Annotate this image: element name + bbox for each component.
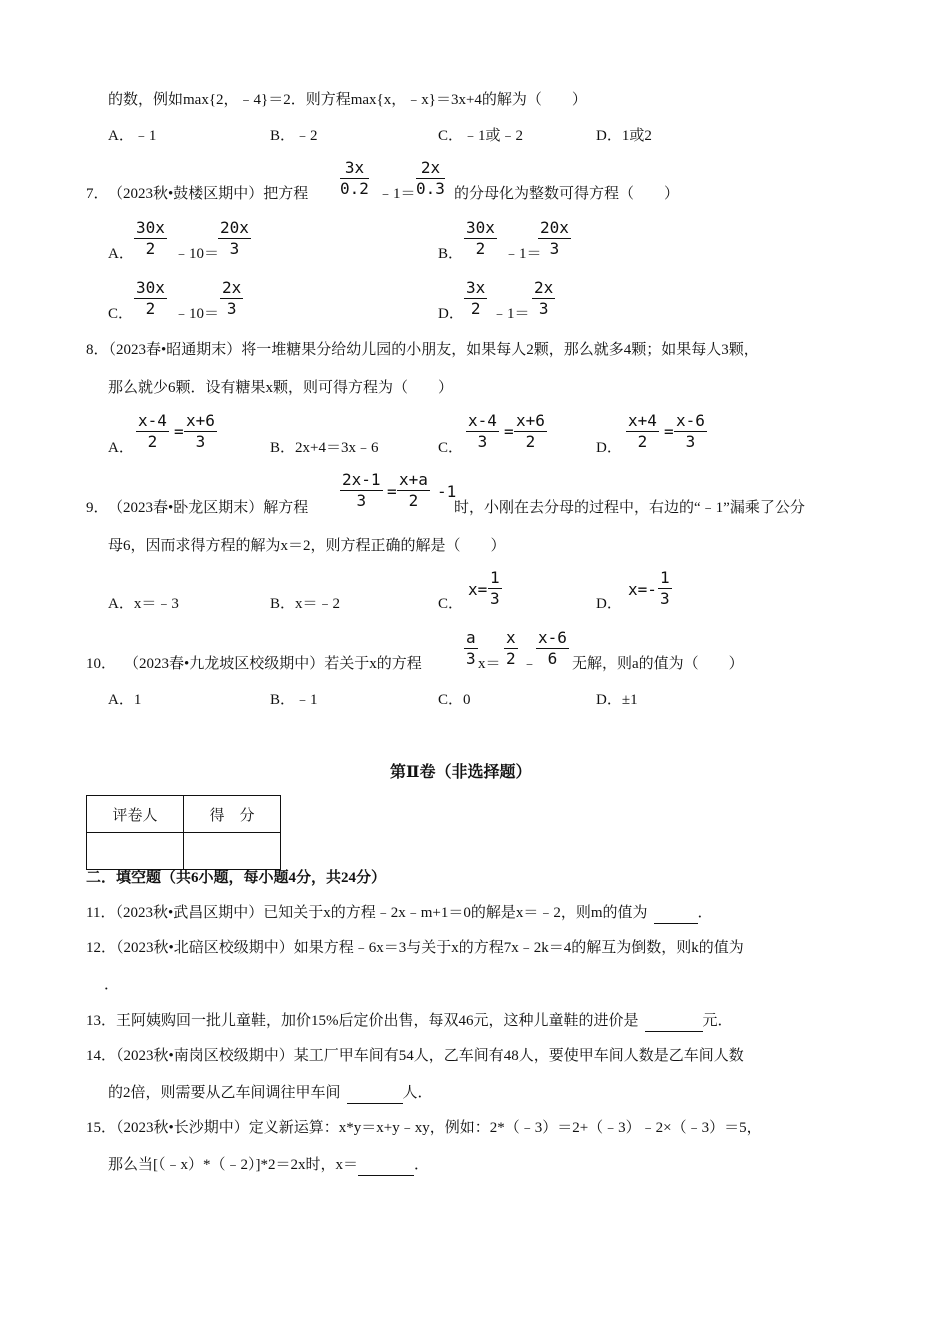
q8-d-eq: =	[664, 422, 674, 441]
q15-end: ．	[414, 1157, 430, 1173]
q9-option-b[interactable]: B．x＝﹣2	[270, 596, 341, 612]
q8-d-label: D．	[596, 440, 622, 456]
section-title: 第Ⅱ卷（非选择题）	[390, 764, 532, 781]
grader-cell[interactable]	[87, 833, 184, 870]
q15-stem-line1: 15．（2023秋•长沙期中）定义新运算：x*y＝x+y﹣xy，例如：2*（﹣3）＝2+（﹣3）﹣2×（﹣3）＝5，	[86, 1120, 762, 1136]
q8-c-frac-2: $\frac{x+6}{2}$	[516, 411, 545, 451]
q11-stem	[86, 903, 713, 924]
q7-d-mid: ﹣1＝	[492, 306, 530, 322]
q7-b-mid: ﹣1＝	[504, 246, 542, 262]
q9-eq: =	[387, 482, 397, 501]
q6-option-a[interactable]: A．﹣1	[108, 128, 157, 144]
score-cell[interactable]	[184, 833, 281, 870]
q9-c-label: C．	[438, 596, 464, 612]
q10-fraction-a: $\frac{a}{3}$	[466, 628, 476, 668]
q11-text: 11．（2023秋•武昌区期中）已知关于x的方程﹣2x﹣m+1＝0的解是x＝﹣2，则m的值为	[86, 905, 648, 921]
q14-stem-line1: 14．（2023秋•南岗区校级期中）某工厂甲车间有54人，乙车间有48人，要使甲车间人数是乙车间人数	[86, 1048, 744, 1064]
q9-fraction-2: $\frac{x+a}{2}$	[399, 470, 428, 510]
q10-option-d[interactable]: D．±1	[596, 692, 638, 708]
score-table	[86, 795, 281, 870]
q10-minus: ﹣	[522, 656, 538, 672]
q7-c-frac-2: $\frac{2x}{3}$	[222, 278, 242, 318]
q9-c-x: x=	[468, 580, 488, 599]
q9-minus-one: -1	[437, 482, 457, 501]
q7-a-label: A．	[108, 246, 134, 262]
q8-stem-line2: 那么就少6颗．设有糖果x颗，则可得方程为（ ）	[108, 380, 454, 396]
q10-option-b[interactable]: B．﹣1	[270, 692, 318, 708]
q13-answer-blank[interactable]	[645, 1011, 703, 1032]
q7-source: （2023秋•鼓楼区期中）把方程	[108, 186, 309, 202]
q7-d-frac-1: $\frac{3x}{2}$	[466, 278, 486, 318]
q8-c-eq: =	[504, 422, 514, 441]
q10-source: （2023春•九龙坡区校级期中）若关于x的方程	[124, 656, 422, 672]
q14-answer-blank[interactable]	[347, 1083, 403, 1104]
q6-stem: 的数，例如max{2，﹣4}＝2．则方程max{x，﹣x}＝3x+4的解为（ ）	[108, 92, 587, 108]
q11-end: ．	[697, 905, 713, 921]
q9-d-frac: $\frac{1}{3}$	[660, 568, 670, 608]
q9-tail: 时，小刚在去分母的过程中，右边的“﹣1”漏乘了公分	[454, 500, 805, 516]
q9-d-x: x=-	[628, 580, 657, 599]
q8-d-frac-2: $\frac{x-6}{3}$	[676, 411, 705, 451]
q7-a-frac-2: $\frac{20x}{3}$	[220, 218, 249, 258]
q10-x-eq: x＝	[478, 656, 501, 672]
fill-blank-heading: 二．填空题（共6小题，每小题4分，共24分）	[86, 870, 387, 886]
q13-stem	[86, 1011, 733, 1032]
q7-c-mid: ﹣10＝	[174, 306, 220, 322]
q7-tail: 的分母化为整数可得方程（ ）	[454, 186, 680, 202]
q8-a-label: A．	[108, 440, 134, 456]
table-header-grader: 评卷人	[87, 796, 184, 833]
q6-option-d[interactable]: D．1或2	[596, 128, 652, 144]
q8-a-frac-1: $\frac{x-4}{2}$	[138, 411, 167, 451]
q7-mid: ﹣1＝	[378, 186, 416, 202]
q7-fraction-1: $\frac{3x}{0.2}$	[340, 158, 369, 198]
q15-answer-blank[interactable]	[358, 1155, 414, 1176]
q9-c-frac: $\frac{1}{3}$	[490, 568, 500, 608]
q15-text: 那么当[（﹣x）*（﹣2）]*2＝2x时，x＝	[108, 1157, 358, 1173]
q7-b-frac-1: $\frac{30x}{2}$	[466, 218, 495, 258]
q8-a-eq: =	[174, 422, 184, 441]
q10-tail: 无解，则a的值为（ ）	[572, 656, 744, 672]
q8-d-frac-1: $\frac{x+4}{2}$	[628, 411, 657, 451]
q11-answer-blank[interactable]	[654, 903, 698, 924]
q7-number: 7．	[86, 186, 109, 202]
q8-c-frac-1: $\frac{x-4}{3}$	[468, 411, 497, 451]
q9-d-label: D．	[596, 596, 622, 612]
q9-option-a[interactable]: A．x＝﹣3	[108, 596, 179, 612]
q8-option-b[interactable]: B．2x+4＝3x﹣6	[270, 440, 379, 456]
q7-c-label: C．	[108, 306, 134, 322]
q10-option-c[interactable]: C．0	[438, 692, 471, 708]
q13-end: 元．	[702, 1013, 733, 1029]
q9-source: （2023春•卧龙区期末）解方程	[108, 500, 309, 516]
q9-fraction-1: $\frac{2x-1}{3}$	[342, 470, 381, 510]
table-header-score: 得 分	[184, 796, 281, 833]
q8-a-frac-2: $\frac{x+6}{3}$	[186, 411, 215, 451]
q7-b-frac-2: $\frac{20x}{3}$	[540, 218, 569, 258]
q7-d-label: D．	[438, 306, 464, 322]
q15-stem-line2	[108, 1155, 429, 1176]
q12-end: ．	[104, 977, 120, 993]
q7-fraction-2: $\frac{2x}{0.3}$	[416, 158, 445, 198]
q10-fraction-x: $\frac{x}{2}$	[506, 628, 516, 668]
q9-number: 9．	[86, 500, 109, 516]
q6-option-b[interactable]: B．﹣2	[270, 128, 318, 144]
q6-option-c[interactable]: C．﹣1或﹣2	[438, 128, 524, 144]
q7-d-frac-2: $\frac{2x}{3}$	[534, 278, 554, 318]
q10-option-a[interactable]: A．1	[108, 692, 142, 708]
q7-a-frac-1: $\frac{30x}{2}$	[136, 218, 165, 258]
q13-text: 13．王阿姨购回一批儿童鞋，加价15%后定价出售，每双46元，这种儿童鞋的进价是	[86, 1013, 639, 1029]
q10-fraction-x6: $\frac{x-6}{6}$	[538, 628, 567, 668]
q14-stem-line2	[108, 1083, 433, 1104]
q12-stem: 12．（2023秋•北碚区校级期中）如果方程﹣6x＝3与关于x的方程7x﹣2k＝4的解互为倒数，则k的值为	[86, 940, 744, 956]
q8-stem-line1: 8．（2023春•昭通期末）将一堆糖果分给幼儿园的小朋友，如果每人2颗，那么就多4颗；如果每人3颗，	[86, 342, 759, 358]
q7-c-frac-1: $\frac{30x}{2}$	[136, 278, 165, 318]
q14-end: 人．	[402, 1085, 433, 1101]
q7-b-label: B．	[438, 246, 464, 262]
q14-text: 的2倍，则需要从乙车间调往甲车间	[108, 1085, 341, 1101]
q7-a-mid: ﹣10＝	[174, 246, 220, 262]
q10-number: 10．	[86, 656, 117, 672]
q8-c-label: C．	[438, 440, 464, 456]
q9-stem-line2: 母6，因而求得方程的解为x＝2，则方程正确的解是（ ）	[108, 538, 506, 554]
